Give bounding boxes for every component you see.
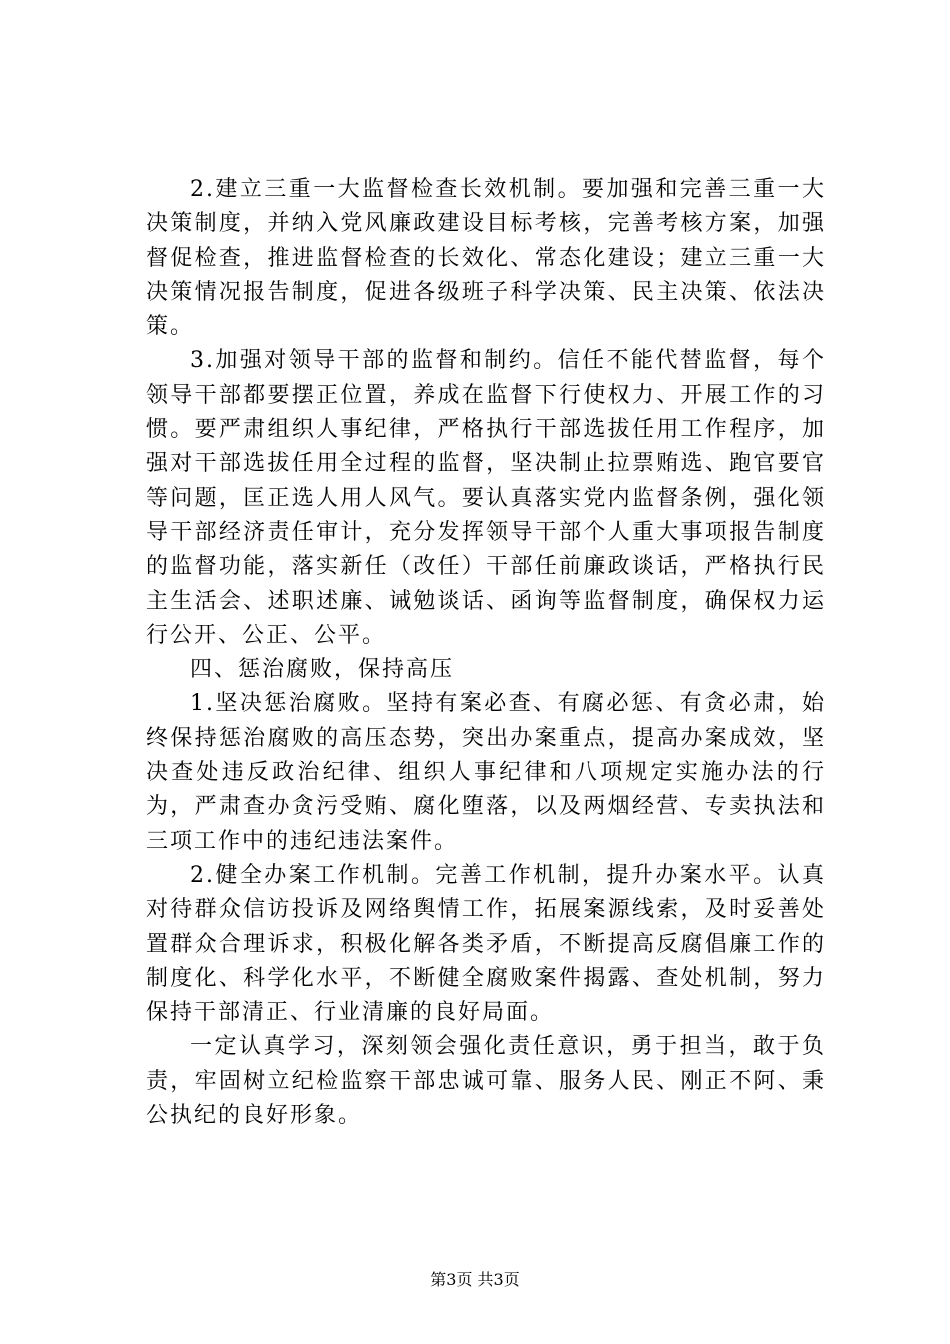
- page-footer: 第3页 共3页: [430, 1270, 520, 1289]
- paragraph-supervision-mechanism: 2.建立三重一大监督检查长效机制。要加强和完善三重一大决策制度，并纳入党风廉政建设目标考核，完善考核方案，加强督促检查，推进监督检查的长效化、常态化建设；建立三重一大决策情况报告制度，促进各级班子科学决策、民主决策、依法决策。: [146, 177, 826, 340]
- paragraph-punish-corruption: 1.坚决惩治腐败。坚持有案必查、有腐必惩、有贪必肃，始终保持惩治腐败的高压态势，突出办案重点，提高办案成效，坚决查处违反政治纪律、组织人事纪律和八项规定实施办法的行为，严肃查办贪污受贿、腐化堕落，以及两烟经营、专卖执法和三项工作中的违纪违法案件。: [146, 691, 826, 854]
- section-heading-punish-corruption: 四、惩治腐败，保持高压: [190, 657, 455, 683]
- paragraph-case-mechanism: 2.健全办案工作机制。完善工作机制，提升办案水平。认真对待群众信访投诉及网络舆情工作，拓展案源线索，及时妥善处置群众合理诉求，积极化解各类矛盾，不断提高反腐倡廉工作的制度化、科学化水平，不断健全腐败案件揭露、查处机制，努力保持干部清正、行业清廉的良好局面。: [146, 862, 826, 1026]
- document-body: [146, 173, 826, 1133]
- paragraph-conclusion: 一定认真学习，深刻领会强化责任意识，勇于担当，敢于负责，牢固树立纪检监察干部忠诚可靠、服务人民、刚正不阿、秉公执纪的良好形象。: [146, 1034, 826, 1129]
- paragraph-leader-supervision: 3.加强对领导干部的监督和制约。信任不能代替监督，每个领导干部都要摆正位置，养成在监督下行使权力、开展工作的习惯。要严肃组织人事纪律，严格执行干部选拔任用工作程序，加强对干部选拔任用全过程的监督，坚决制止拉票贿选、跑官要官等问题，匡正选人用人风气。要认真落实党内监督条例，强化领导干部经济责任审计，充分发挥领导干部个人重大事项报告制度的监督功能，落实新任（改任）干部任前廉政谈话，严格执行民主生活会、述职述廉、诫勉谈话、函询等监督制度，确保权力运行公开、公正、公平。: [146, 348, 826, 648]
